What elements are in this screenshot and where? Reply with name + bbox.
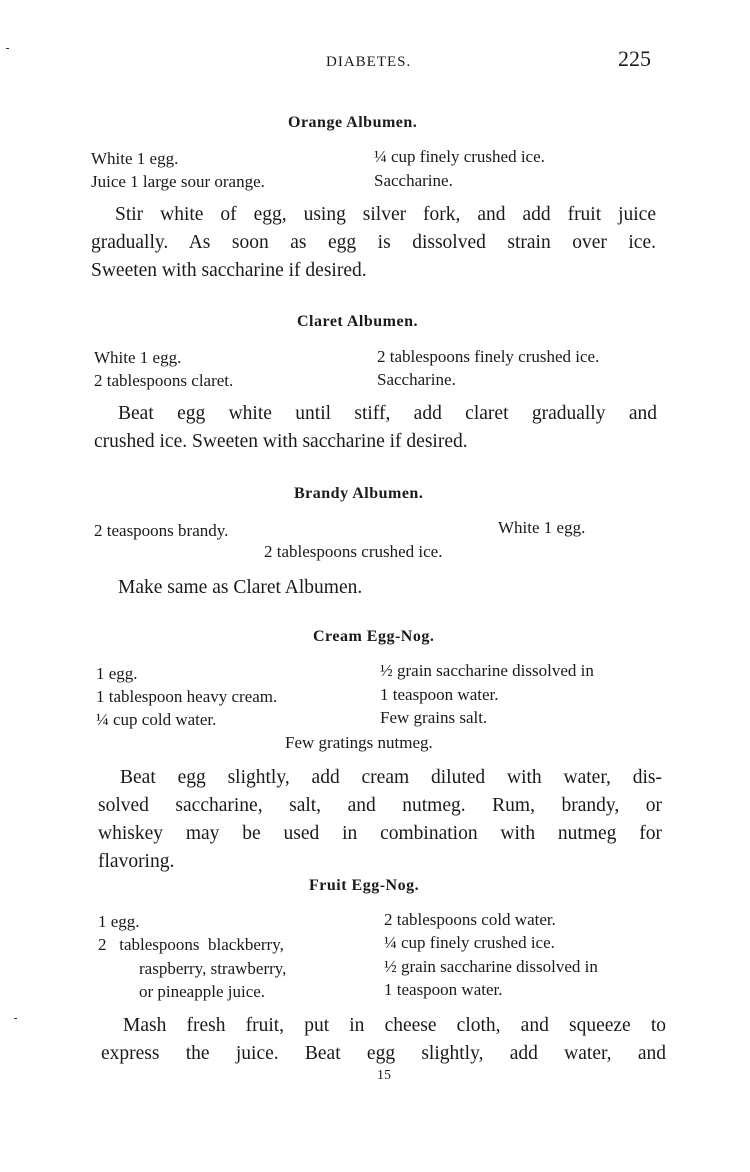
ingredient: White 1 egg. xyxy=(498,518,586,537)
ingredient: Saccharine. xyxy=(374,171,453,190)
text-line: solved saccharine, salt, and nutmeg. Rum, brandy, or xyxy=(98,795,662,816)
text-line: Beat egg slightly, add cream diluted with water, dis- xyxy=(120,767,662,788)
scan-speck xyxy=(14,1018,17,1019)
ingredient: 2 tablespoons cold water. xyxy=(384,910,556,929)
recipe-title: Claret Albumen. xyxy=(297,313,418,330)
ingredient: 1 egg. xyxy=(96,664,138,683)
recipe-instructions xyxy=(101,1012,666,1068)
scan-speck xyxy=(6,48,9,49)
text-line: Make same as Claret Albumen. xyxy=(118,577,363,598)
ingredient: 2 tablespoons crushed ice. xyxy=(264,542,443,561)
ingredient: ¼ cup finely crushed ice. xyxy=(374,147,545,166)
text-line: gradually. As soon as egg is dissolved strain over ice. xyxy=(91,232,656,253)
recipe-instructions xyxy=(91,201,656,285)
ingredient: 2 teaspoons brandy. xyxy=(94,521,229,540)
recipe-title: Brandy Albumen. xyxy=(294,485,424,502)
text-line: Sweeten with saccharine if desired. xyxy=(91,260,367,281)
ingredient: raspberry, strawberry, xyxy=(139,959,287,978)
text-line: Stir white of egg, using silver fork, and add fruit juice xyxy=(115,204,656,225)
recipe-title: Cream Egg-Nog. xyxy=(313,628,435,645)
ingredient: White 1 egg. xyxy=(94,348,182,367)
ingredient: 2 tablespoons blackberry, xyxy=(98,935,284,954)
ingredient: 1 teaspoon water. xyxy=(384,980,503,999)
text-line: whiskey may be used in combination with nutmeg for xyxy=(98,823,662,844)
recipe-title: Orange Albumen. xyxy=(288,114,418,131)
text-line: Beat egg white until stiff, add claret gradually and xyxy=(118,403,657,424)
ingredient: 2 tablespoons claret. xyxy=(94,371,234,390)
recipe-instructions xyxy=(94,400,657,456)
ingredient: White 1 egg. xyxy=(91,149,179,168)
ingredient: ¼ cup finely crushed ice. xyxy=(384,933,555,952)
ingredient: Few gratings nutmeg. xyxy=(285,733,433,752)
ingredient: 1 tablespoon heavy cream. xyxy=(96,687,278,706)
ingredient: ½ grain saccharine dissolved in xyxy=(384,957,598,976)
ingredient: ¼ cup cold water. xyxy=(96,710,217,729)
ingredient: 1 egg. xyxy=(98,912,140,931)
text-line: express the juice. Beat egg slightly, add water, and xyxy=(101,1043,666,1064)
ingredient: Saccharine. xyxy=(377,370,456,389)
text-line: crushed ice. Sweeten with saccharine if desired. xyxy=(94,431,468,452)
text-line: flavoring. xyxy=(98,851,175,872)
ingredient: Few grains salt. xyxy=(380,708,488,727)
recipe-instructions xyxy=(98,764,662,876)
ingredient: Juice 1 large sour orange. xyxy=(91,172,265,191)
recipe-instructions xyxy=(94,574,657,602)
running-title: DIABETES. xyxy=(326,54,412,70)
ingredient: 2 tablespoons finely crushed ice. xyxy=(377,347,600,366)
ingredient: 1 teaspoon water. xyxy=(380,685,499,704)
text-line: Mash fresh fruit, put in cheese cloth, and squeeze to xyxy=(123,1015,666,1036)
signature-mark: 15 xyxy=(377,1068,391,1083)
ingredient: or pineapple juice. xyxy=(139,982,266,1001)
recipe-title: Fruit Egg-Nog. xyxy=(309,877,420,894)
page-number: 225 xyxy=(618,46,651,71)
ingredient: ½ grain saccharine dissolved in xyxy=(380,661,594,680)
